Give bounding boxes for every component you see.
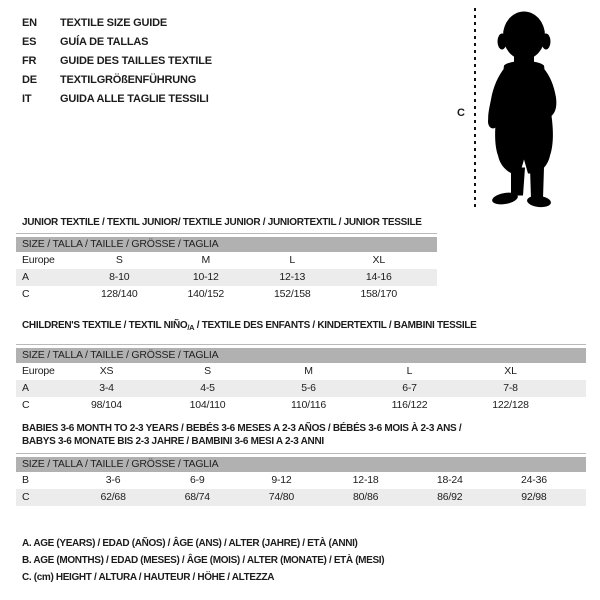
- table-cell: 5-6: [301, 382, 316, 394]
- baby-silhouette-icon: [480, 9, 568, 210]
- table-row: [16, 363, 586, 380]
- table-header-size: SIZE / TALLA / TAILLE / GRÖSSE / TAGLIA: [16, 237, 437, 252]
- title-line-2: BABYS 3-6 MONATE BIS 2-3 JAHRE / BAMBINI 3-6 MESI A 2-3 ANNI: [22, 436, 324, 447]
- table-cell: 12-18: [352, 474, 379, 486]
- language-code: IT: [22, 93, 32, 105]
- table-cell: 3-4: [99, 382, 114, 394]
- language-title: GUIDA ALLE TAGLIE TESSILI: [60, 93, 209, 105]
- table-cell: 116/122: [391, 399, 428, 411]
- language-title: GUÍA DE TALLAS: [60, 36, 149, 48]
- table-cell: 158/170: [360, 288, 398, 300]
- row-label: A: [22, 271, 29, 283]
- section-title-babies: [22, 422, 461, 448]
- table-cell: 110/116: [291, 399, 326, 411]
- table-cell: 80/86: [352, 491, 379, 503]
- row-label: Europe: [22, 254, 55, 266]
- table-cell: 128/140: [100, 288, 138, 300]
- height-dotted-line: [474, 8, 476, 210]
- row-label: C: [22, 288, 30, 300]
- table-cell: 4-5: [200, 382, 215, 394]
- language-row: [22, 52, 212, 71]
- table-header-size: SIZE / TALLA / TAILLE / GRÖSSE / TAGLIA: [16, 348, 586, 363]
- table-cell: M: [201, 254, 211, 266]
- language-code: DE: [22, 74, 37, 86]
- language-code: EN: [22, 17, 37, 29]
- table-top-rule: [16, 233, 437, 234]
- language-row: [22, 90, 212, 109]
- table-top-rule: [16, 344, 586, 345]
- table-row: [16, 489, 586, 506]
- table-cell: 14-16: [365, 271, 392, 283]
- title-text: CHILDREN'S TEXTILE / TEXTIL NIÑO: [22, 320, 188, 331]
- title-line-1: BABIES 3-6 MONTH TO 2-3 YEARS / BEBÉS 3-6 MESES A 2-3 AÑOS / BÉBÉS 3-6 MOIS À 2-3 ANS /: [22, 423, 462, 434]
- legend-line-b: B. AGE (MONTHS) / EDAD (MESES) / ÂGE (MOIS) / ALTER (MONATE) / ETÀ (MESI): [22, 555, 385, 566]
- table-cell: L: [289, 254, 296, 266]
- table-cell: 86/92: [437, 491, 463, 503]
- table-cell: 12-13: [279, 271, 306, 283]
- table-cell: 98/104: [91, 399, 122, 411]
- children-size-table: [16, 344, 586, 414]
- table-cell: 6-9: [189, 474, 205, 486]
- language-title: TEXTILGRÖßENFÜHRUNG: [60, 74, 197, 86]
- table-cell: 24-36: [521, 474, 547, 486]
- title-text: / TEXTILE DES ENFANTS / KINDERTEXTIL / BAMBINI TESSILE: [194, 320, 477, 331]
- language-row: [22, 71, 212, 90]
- table-cell: 3-6: [105, 474, 121, 486]
- legend-line-a: A. AGE (YEARS) / EDAD (AÑOS) / ÂGE (ANS) / ALTER (JAHRE) / ETÀ (ANNI): [22, 538, 358, 549]
- table-cell: M: [304, 365, 313, 377]
- table-cell: L: [406, 365, 413, 377]
- table-cell: 62/68: [100, 491, 126, 503]
- row-label: A: [22, 382, 29, 394]
- table-row: [16, 397, 586, 414]
- table-cell: 7-8: [503, 382, 518, 394]
- row-label: C: [22, 399, 30, 411]
- language-title-block: [22, 14, 212, 109]
- junior-size-table: [16, 233, 437, 303]
- row-label: B: [22, 474, 29, 486]
- table-cell: 122/128: [492, 399, 529, 411]
- table-cell: 18-24: [436, 474, 463, 486]
- table-cell: XL: [372, 254, 385, 266]
- table-cell: 6-7: [402, 382, 417, 394]
- table-cell: 10-12: [192, 271, 219, 283]
- table-cell: S: [204, 365, 211, 377]
- language-title: GUIDE DES TAILLES TEXTILE: [60, 55, 212, 67]
- table-cell: 68/74: [184, 491, 210, 503]
- table-header-size: SIZE / TALLA / TAILLE / GRÖSSE / TAGLIA: [16, 457, 586, 472]
- height-measure-label: C: [457, 107, 465, 119]
- measure-legend: [22, 535, 384, 586]
- language-row: [22, 33, 212, 52]
- table-row: [16, 252, 437, 269]
- table-top-rule: [16, 453, 586, 454]
- table-cell: 152/158: [273, 288, 311, 300]
- table-cell: S: [115, 254, 123, 266]
- table-row: [16, 380, 586, 397]
- babies-size-table: [16, 453, 586, 506]
- title-subscript: /A: [187, 323, 195, 332]
- row-label: C: [22, 491, 30, 503]
- table-cell: 9-12: [271, 474, 292, 486]
- language-row: [22, 14, 212, 33]
- table-row: [16, 286, 437, 303]
- row-label: Europe: [22, 365, 55, 377]
- table-cell: XL: [504, 365, 517, 377]
- table-cell: 104/110: [189, 399, 226, 411]
- table-row: [16, 269, 437, 286]
- table-cell: 140/152: [187, 288, 225, 300]
- table-cell: XS: [99, 365, 114, 377]
- section-title-junior: JUNIOR TEXTILE / TEXTIL JUNIOR/ TEXTILE JUNIOR / JUNIORTEXTIL / JUNIOR TESSILE: [22, 217, 422, 228]
- table-cell: 74/80: [268, 491, 295, 503]
- table-cell: 92/98: [521, 491, 547, 503]
- language-code: FR: [22, 55, 37, 67]
- section-title-children: [22, 319, 477, 334]
- table-cell: 8-10: [109, 271, 130, 283]
- table-row: [16, 472, 586, 489]
- language-title: TEXTILE SIZE GUIDE: [60, 17, 168, 29]
- language-code: ES: [22, 36, 37, 48]
- legend-line-c: C. (cm) HEIGHT / ALTURA / HAUTEUR / HÖHE / ALTEZZA: [22, 572, 275, 583]
